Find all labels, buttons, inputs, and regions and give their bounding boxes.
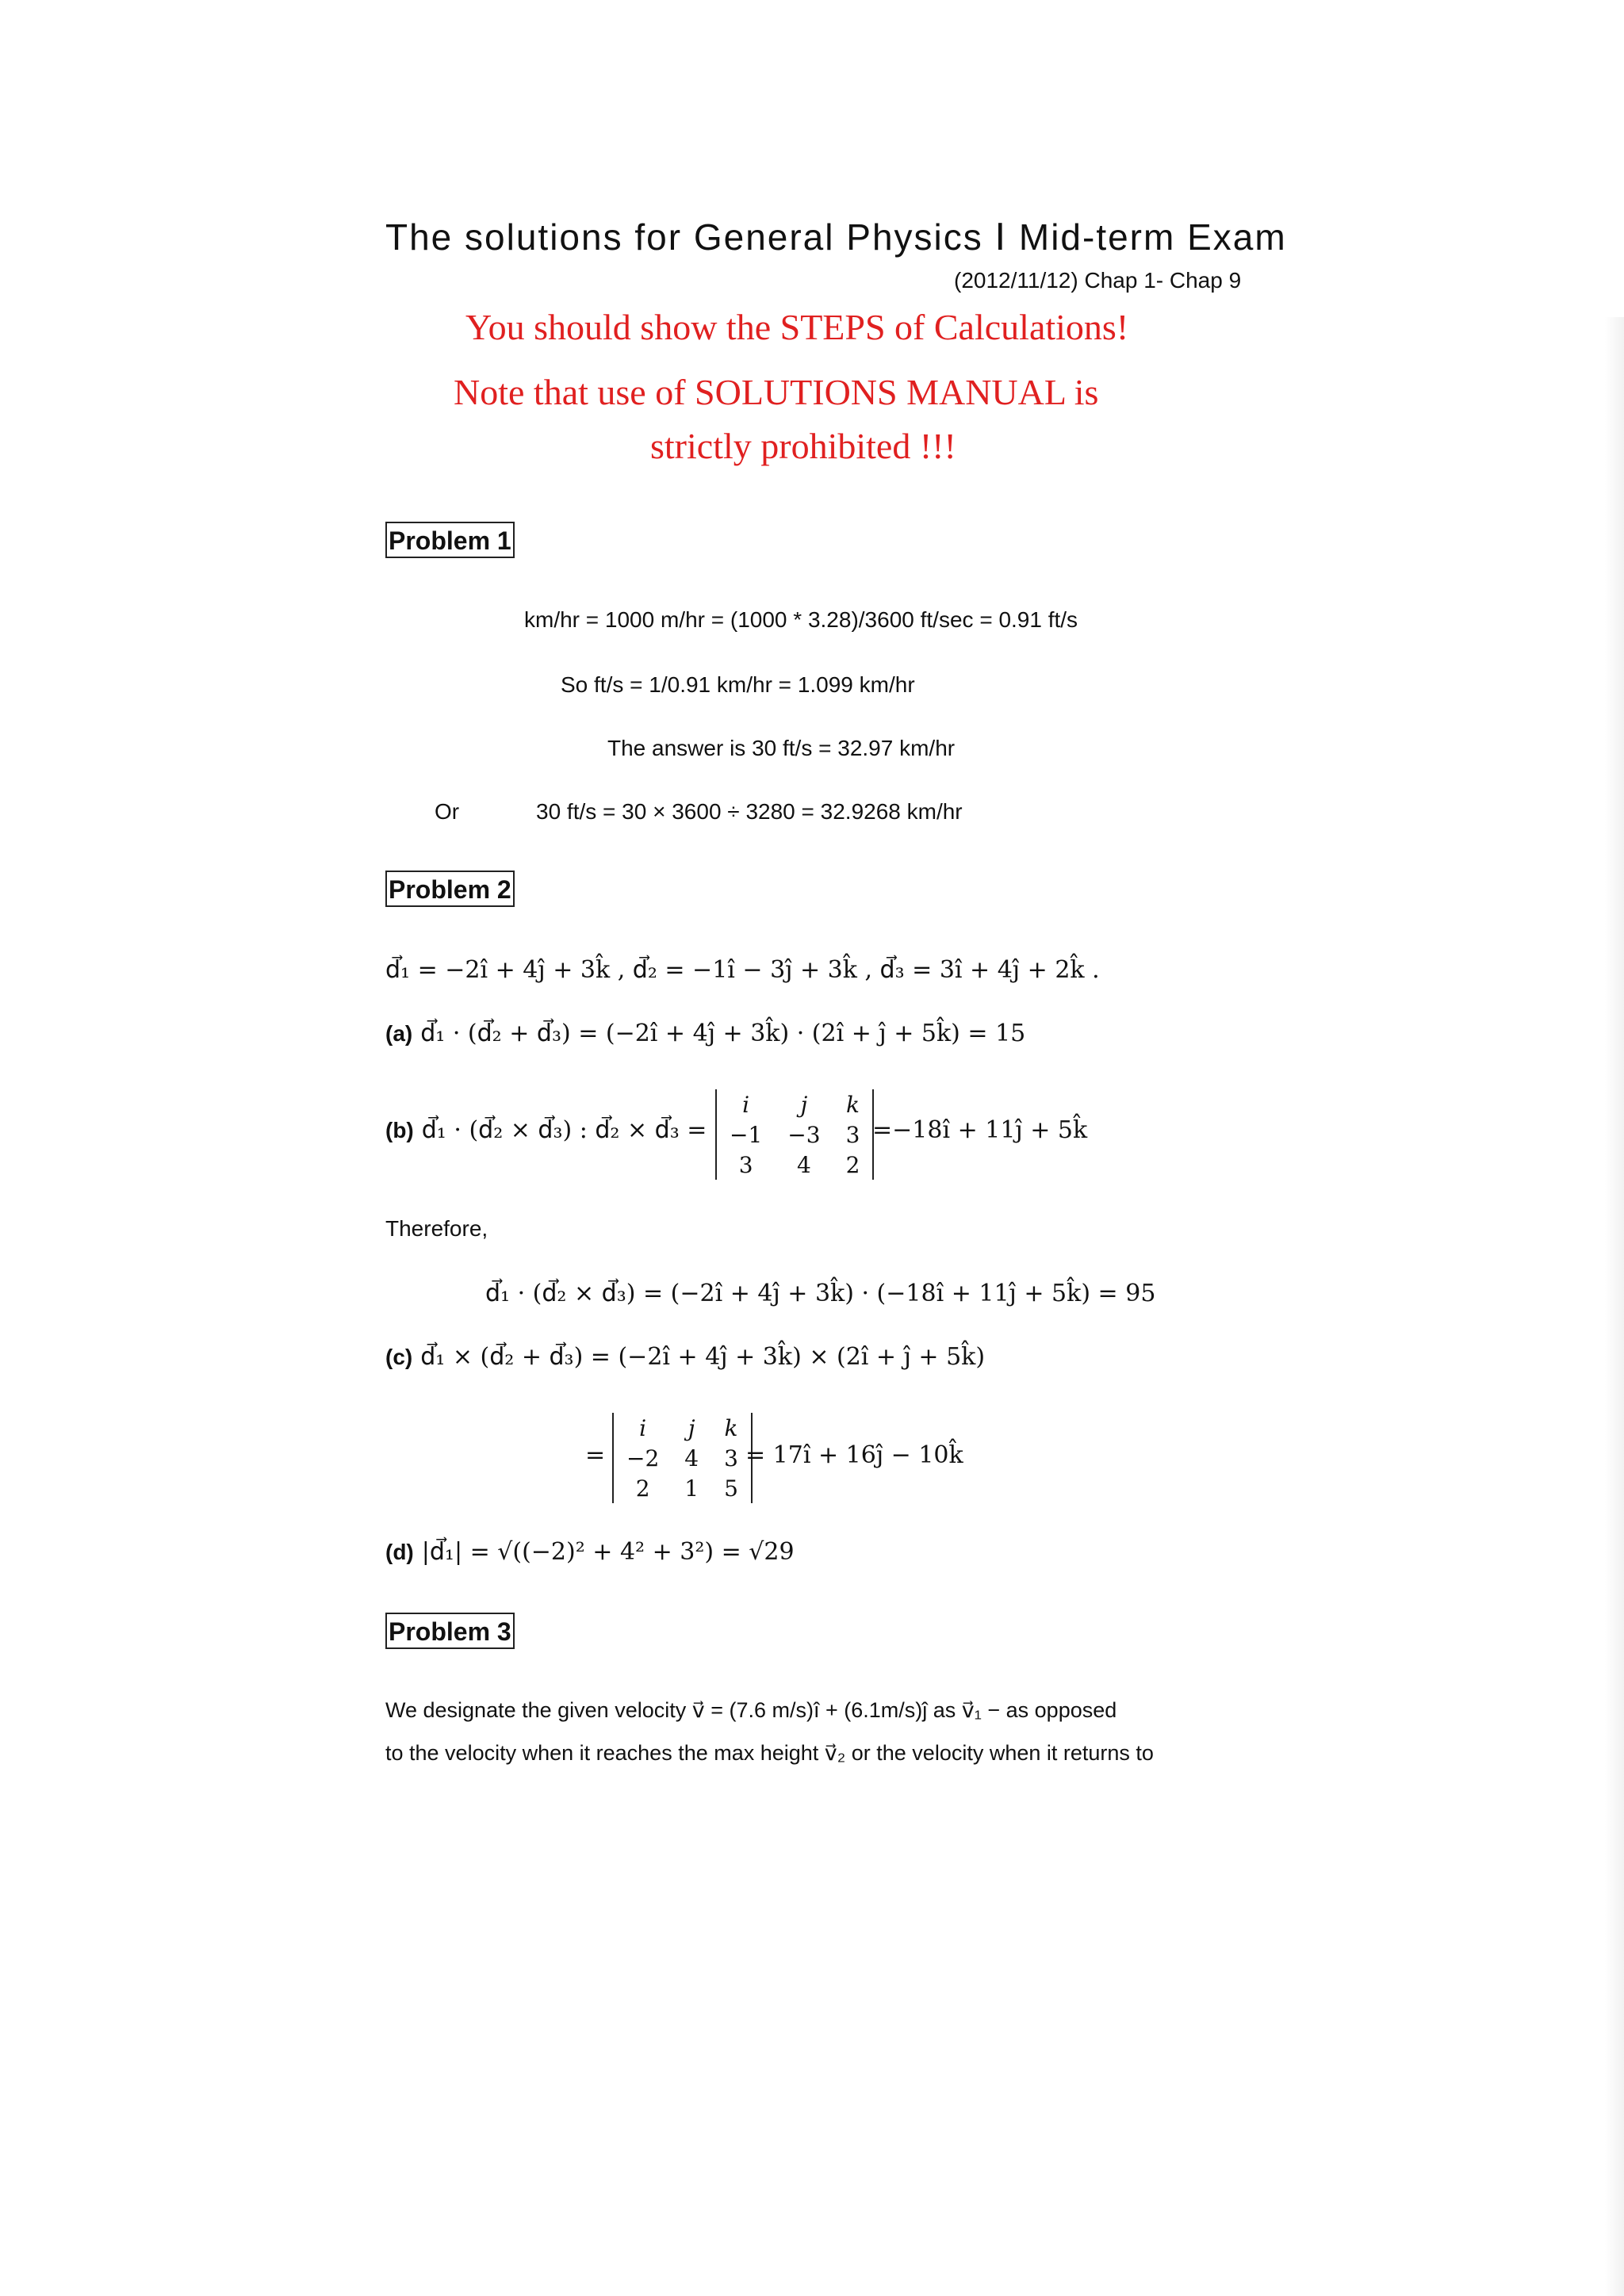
determinant-row — [717, 1089, 872, 1119]
problem-2-vectors: d⃗₁ = −2î + 4ĵ + 3k̂ , d⃗₂ = −1î − 3ĵ + 3k̂ , d⃗₃ = 3î + 4ĵ + 2k̂ . — [385, 956, 1100, 984]
problem-2-part-c — [385, 1343, 985, 1371]
part-c-equals: = — [585, 1441, 606, 1469]
scan-edge-shadow — [1605, 317, 1624, 2296]
problem-3-line-1: We designate the given velocity v⃗ = (7.6 m/s)î + (6.1m/s)ĵ as v⃗₁ − as opposed — [385, 1698, 1117, 1722]
problem-2-heading: Problem 2 — [385, 871, 515, 907]
part-b-determinant — [715, 1089, 874, 1180]
determinant-cell: −2 — [626, 1445, 660, 1471]
problem-3-line-2: to the velocity when it reaches the max height v⃗₂ or the velocity when it returns to — [385, 1741, 1154, 1765]
notice-line-2: Note that use of SOLUTIONS MANUAL is — [454, 372, 1099, 412]
part-b-label: (b) — [385, 1118, 414, 1142]
determinant-cell: j — [800, 1091, 808, 1118]
determinant-cell: 3 — [845, 1121, 860, 1148]
determinant-cell: 2 — [845, 1151, 860, 1178]
problem-3-heading: Problem 3 — [385, 1613, 515, 1649]
determinant-row — [614, 1443, 751, 1473]
part-c-result: = 17î + 16ĵ − 10k̂ — [745, 1441, 963, 1469]
part-a-expression: d⃗₁ · (d⃗₂ + d⃗₃) = (−2î + 4ĵ + 3k̂) · (2î + ĵ + 5k̂) = 15 — [420, 1020, 1026, 1047]
determinant-cell: 4 — [797, 1151, 811, 1178]
part-b-result: =−18î + 11ĵ + 5k̂ — [872, 1116, 1088, 1144]
notice-line-1: You should show the STEPS of Calculations! — [465, 307, 1129, 347]
problem-1-line-2: So ft/s = 1/0.91 km/hr = 1.099 km/hr — [561, 672, 915, 697]
determinant-row — [717, 1150, 872, 1180]
part-c-determinant-table — [614, 1413, 751, 1503]
determinant-row — [614, 1473, 751, 1503]
determinant-cell: 5 — [724, 1475, 738, 1502]
determinant-cell: i — [639, 1414, 647, 1441]
problem-1-or-label: Or — [435, 799, 460, 824]
problem-2-part-b — [385, 1116, 707, 1144]
problem-2-part-a — [385, 1020, 1025, 1047]
part-c-expression: d⃗₁ × (d⃗₂ + d⃗₃) = (−2î + 4ĵ + 3k̂) × (2î + ĵ + 5k̂) — [420, 1343, 986, 1371]
determinant-row — [614, 1413, 751, 1443]
determinant-cell: i — [742, 1091, 750, 1118]
determinant-cell: 3 — [724, 1445, 738, 1471]
determinant-cell: −3 — [787, 1121, 821, 1148]
part-d-label: (d) — [385, 1540, 414, 1564]
determinant-cell: k — [845, 1091, 860, 1118]
determinant-cell: 2 — [635, 1475, 650, 1502]
notice-line-3: strictly prohibited !!! — [650, 426, 956, 466]
part-a-label: (a) — [385, 1021, 413, 1046]
part-c-label: (c) — [385, 1345, 413, 1369]
part-b-determinant-table — [717, 1089, 872, 1180]
problem-1-line-3: The answer is 30 ft/s = 32.97 km/hr — [607, 736, 956, 760]
part-b-final: d⃗₁ · (d⃗₂ × d⃗₃) = (−2î + 4ĵ + 3k̂) · (−18î + 11ĵ + 5k̂) = 95 — [485, 1280, 1156, 1307]
part-c-determinant — [612, 1413, 753, 1503]
part-d-expression: |d⃗₁| = √((−2)² + 4² + 3²) = √29 — [421, 1538, 795, 1566]
exam-date-subtitle: (2012/11/12) Chap 1- Chap 9 — [954, 268, 1242, 293]
part-b-expression: d⃗₁ · (d⃗₂ × d⃗₃) : d⃗₂ × d⃗₃ = — [421, 1116, 707, 1144]
problem-1-heading: Problem 1 — [385, 522, 515, 558]
determinant-cell: k — [724, 1414, 738, 1441]
determinant-cell: 1 — [684, 1475, 699, 1502]
determinant-cell: 3 — [738, 1151, 753, 1178]
problem-2-part-d — [385, 1538, 795, 1566]
page-title: The solutions for General Physics Ⅰ Mid-term Exam — [385, 216, 1287, 258]
determinant-cell: 4 — [684, 1445, 699, 1471]
determinant-row — [717, 1119, 872, 1150]
therefore-text: Therefore, — [385, 1216, 488, 1241]
determinant-cell: j — [688, 1414, 695, 1441]
problem-1-line-4: 30 ft/s = 30 × 3600 ÷ 3280 = 32.9268 km/hr — [536, 799, 963, 824]
determinant-cell: −1 — [730, 1121, 763, 1148]
problem-1-line-1: km/hr = 1000 m/hr = (1000 * 3.28)/3600 ft/sec = 0.91 ft/s — [524, 607, 1078, 632]
